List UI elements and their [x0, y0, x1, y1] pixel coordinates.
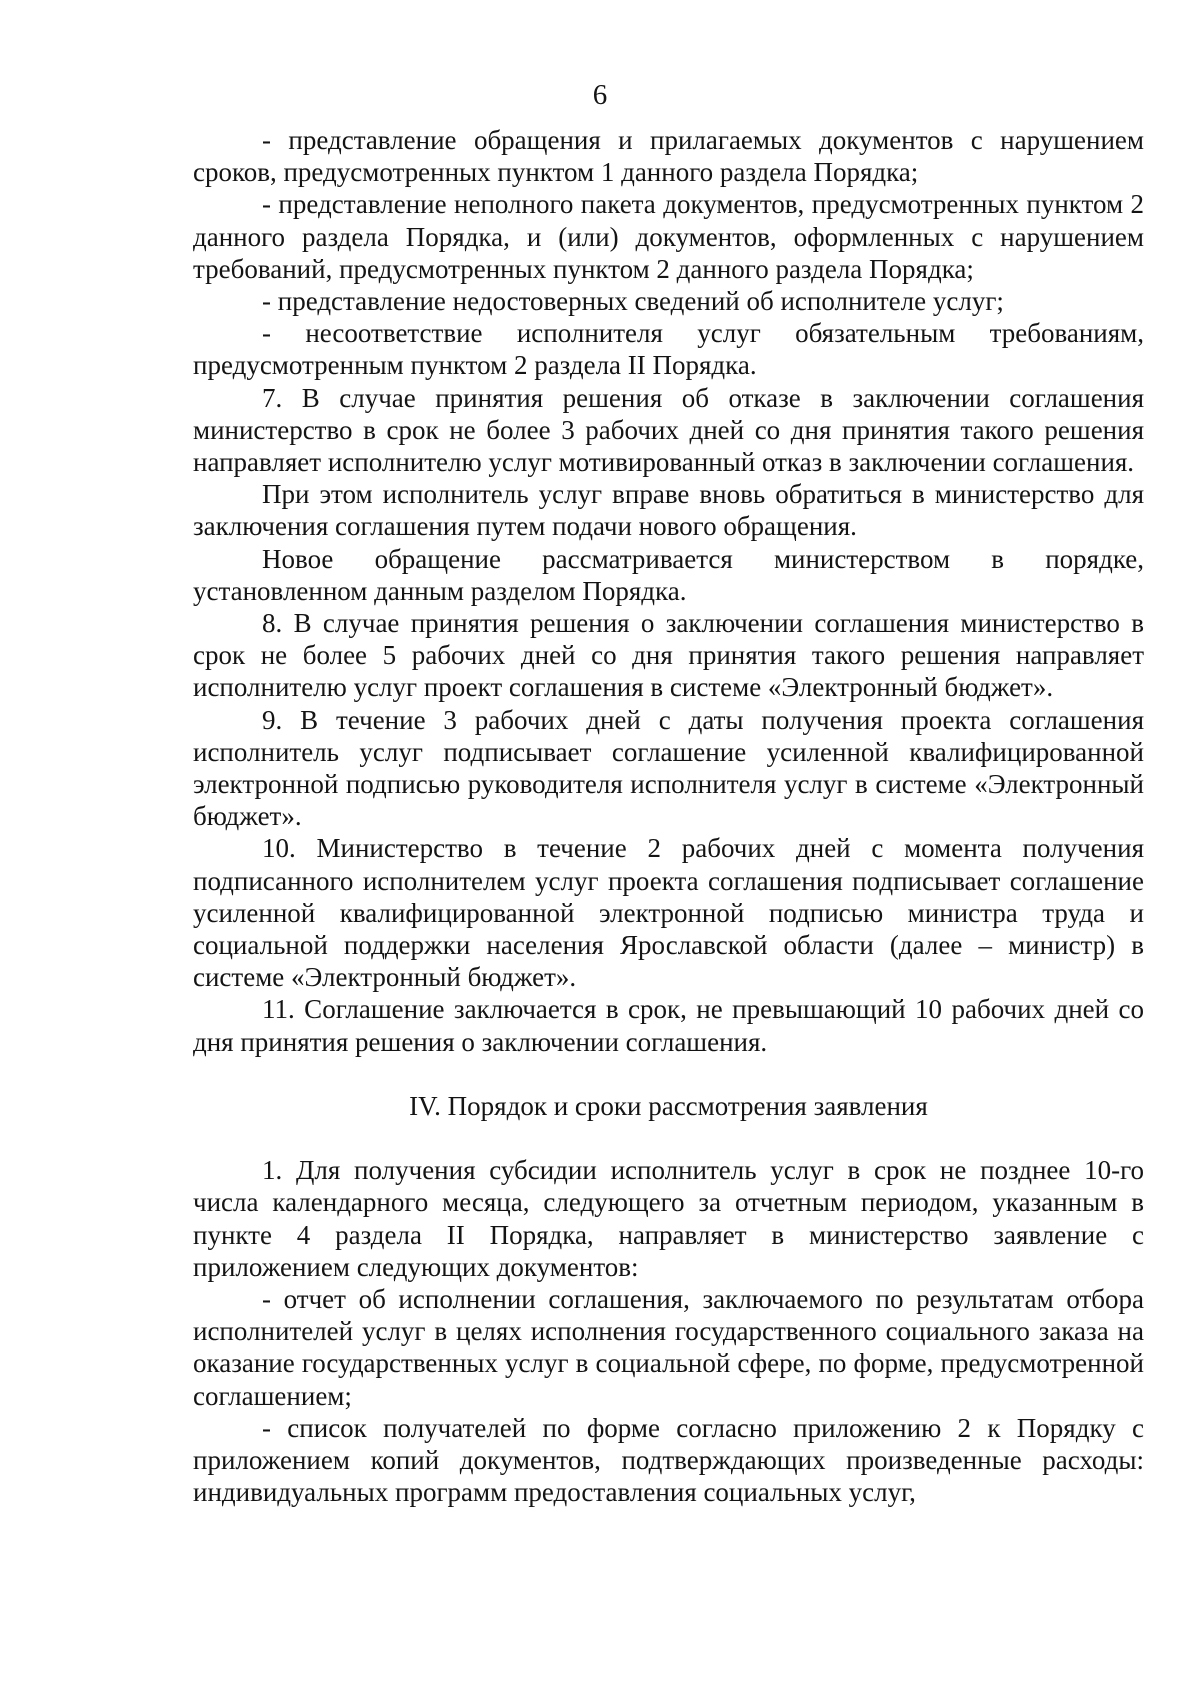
- paragraph-section4-item-1: 1. Для получения субсидии исполнитель услуг в срок не позднее 10-го числа календарного месяца, следующего за отчетным периодом, указанным в пункте 4 раздела II Порядка, направляет в министерство заявление с приложением следующих документов:: [193, 1155, 1144, 1282]
- paragraph-item-9: 9. В течение 3 рабочих дней с даты получения проекта соглашения исполнитель услуг подписывает соглашение усиленной квалифицированной электронной подписью руководителя исполнителя услуг в системе «Электронный бюджет».: [193, 704, 1144, 832]
- paragraph-reapply: При этом исполнитель услуг вправе вновь обратиться в министерство для заключения соглашения путем подачи нового обращения.: [193, 479, 1144, 542]
- paragraph-non-compliance: - несоответствие исполнителя услуг обязательным требованиям, предусмотренным пунктом 2 раздела II Порядка.: [193, 318, 1144, 381]
- paragraph-item-8: 8. В случае принятия решения о заключении соглашения министерство в срок не более 5 рабочих дней со дня принятия такого решения направляет исполнителю услуг проект соглашения в системе «Электронный бюджет».: [193, 608, 1144, 703]
- section-heading: IV. Порядок и сроки рассмотрения заявления: [409, 1090, 928, 1121]
- paragraph-incomplete-package: - представление неполного пакета документов, предусмотренных пунктом 2 данного раздела Порядка, и (или) документов, оформленных с нарушением требований, предусмотренных пунктом 2 данного раздела Порядка;: [193, 189, 1144, 284]
- paragraph-false-information: - представление недостоверных сведений об исполнителе услуг;: [262, 286, 1004, 317]
- paragraph-recipients-list: - список получателей по форме согласно приложению 2 к Порядку с приложением копий документов, подтверждающих произведенные расходы: индивидуальных программ предоставления социальных услуг,: [193, 1412, 1144, 1508]
- paragraph-agreement-report: - отчет об исполнении соглашения, заключаемого по результатам отбора исполнителей услуг в целях исполнения государственного социального заказа на оказание государственных услуг в социальной сфере, по форме, предусмотренной соглашением;: [193, 1283, 1144, 1411]
- paragraph-violation-deadlines: - представление обращения и прилагаемых документов с нарушением сроков, предусмотренных пунктом 1 данного раздела Порядка;: [193, 125, 1144, 188]
- paragraph-new-request: Новое обращение рассматривается министерством в порядке, установленном данным разделом Порядка.: [193, 543, 1144, 606]
- paragraph-item-7: 7. В случае принятия решения об отказе в заключении соглашения министерство в срок не более 3 рабочих дней со дня принятия такого решения направляет исполнителю услуг мотивированный отказ в заключении соглашения.: [193, 382, 1144, 478]
- document-body: [193, 124, 1144, 1508]
- page-number: 6: [592, 79, 608, 111]
- paragraph-item-10: 10. Министерство в течение 2 рабочих дней с момента получения подписанного исполнителем услуг проекта соглашения подписывает соглашение усиленной квалифицированной электронной подписью министра труда и социальной поддержки населения Ярославской области (далее – министр) в системе «Электронный бюджет».: [193, 833, 1144, 993]
- paragraph-item-11: 11. Соглашение заключается в срок, не превышающий 10 рабочих дней со дня принятия решения о заключении соглашения.: [193, 994, 1144, 1057]
